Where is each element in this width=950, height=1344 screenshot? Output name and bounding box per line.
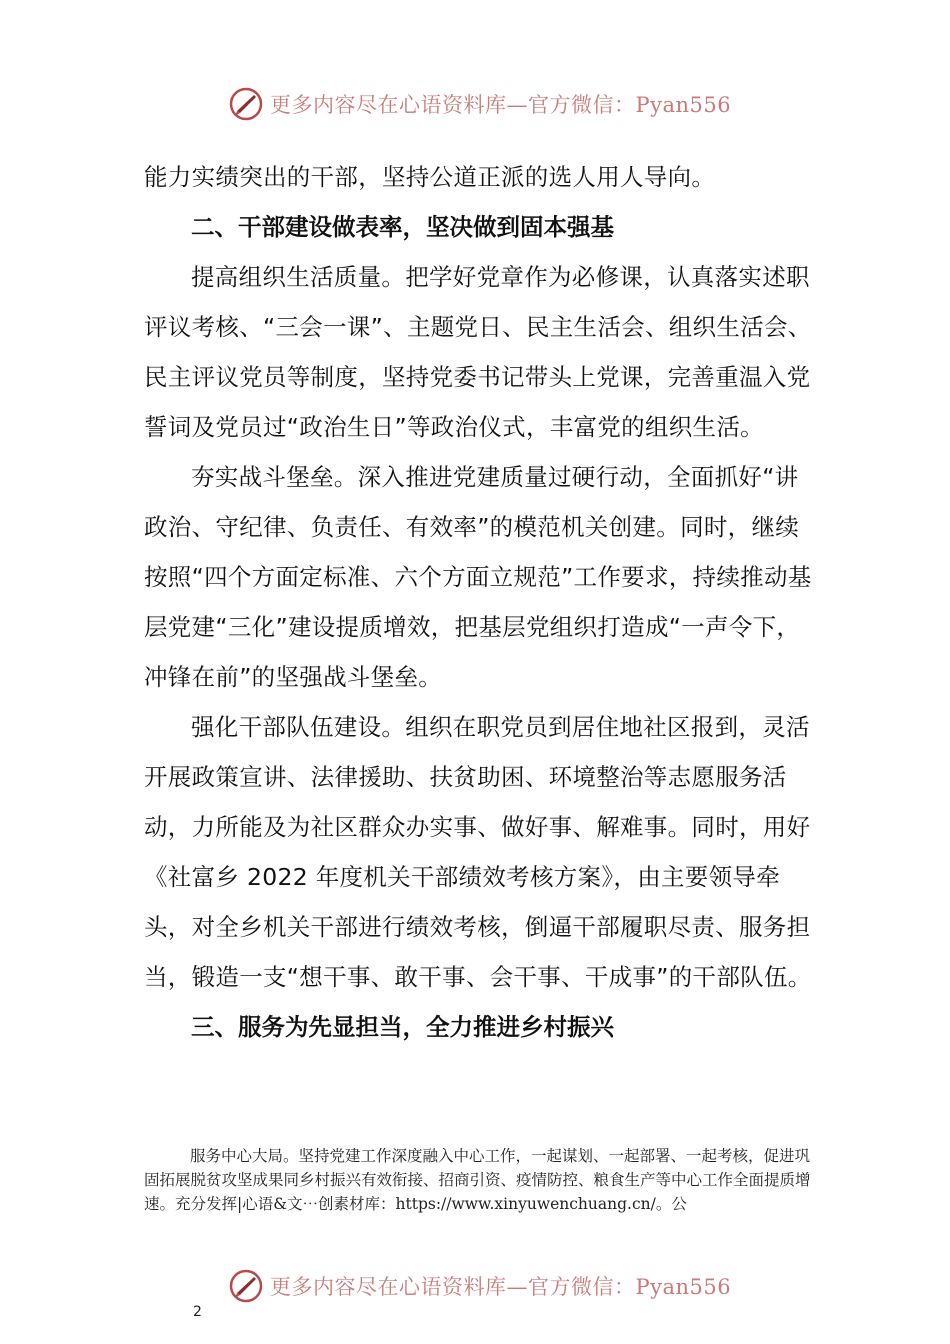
small-print-paragraph: 服务中心大局。坚持党建工作深度融入中心工作，一起谋划、一起部署、一起考核，促进巩固拓展脱贫攻坚成果同乡村振兴有效衔接、招商引资、疫情防控、粮食生产等中心工作全面提质增速。充分发挥|心语&文⋯创素材库：https://www.xinyuwenchuang.cn/。公	[144, 1147, 811, 1213]
footer-watermark-banner	[228, 1266, 731, 1306]
footer-watermark-text: 更多内容尽在心语资料库—官方微信：Pyan556	[270, 1275, 732, 1299]
document-body	[144, 152, 812, 1052]
pen-circle-logo-icon	[228, 1268, 264, 1304]
paragraph-fortress: 夯实战斗堡垒。深入推进党建质量过硬行动，全面抓好“讲政治、守纪律、负责任、有效率”的模范机关创建。同时，继续按照“四个方面定标准、六个方面立规范”工作要求，持续推动基层党建“三化”建设提质增效，把基层党组织打造成“一声令下，冲锋在前”的坚强战斗堡垒。	[144, 463, 812, 691]
header-watermark-banner	[228, 84, 731, 124]
page-number: 2	[193, 1304, 202, 1320]
paragraph-continued: 能力实绩突出的干部，坚持公道正派的选人用人导向。	[144, 163, 716, 191]
paragraph-cadre-team: 强化干部队伍建设。组织在职党员到居住地社区报到，灵活开展政策宣讲、法律援助、扶贫助困、环境整治等志愿服务活动，力所能及为社区群众办实事、做好事、解难事。同时，用好《社富乡 2022 年度机关干部绩效考核方案》，由主要领导牵头，对全乡机关干部进行绩效考核，倒逼干部履职尽责、服务担当，锻造一支“想干事、敢干事、会干事、干成事”的干部队伍。	[144, 713, 812, 991]
header-watermark-text: 更多内容尽在心语资料库—官方微信：Pyan556	[270, 93, 732, 117]
section-heading-2: 二、干部建设做表率，坚决做到固本强基	[191, 213, 614, 241]
pen-circle-logo-icon	[228, 86, 264, 122]
section-heading-3: 三、服务为先显担当，全力推进乡村振兴	[191, 1013, 614, 1041]
paragraph-organization-life: 提高组织生活质量。把学好党章作为必修课，认真落实述职评议考核、“三会一课”、主题党日、民主生活会、组织生活会、民主评议党员等制度，坚持党委书记带头上党课，完善重温入党誓词及党员过“政治生日”等政治仪式，丰富党的组织生活。	[144, 263, 812, 441]
